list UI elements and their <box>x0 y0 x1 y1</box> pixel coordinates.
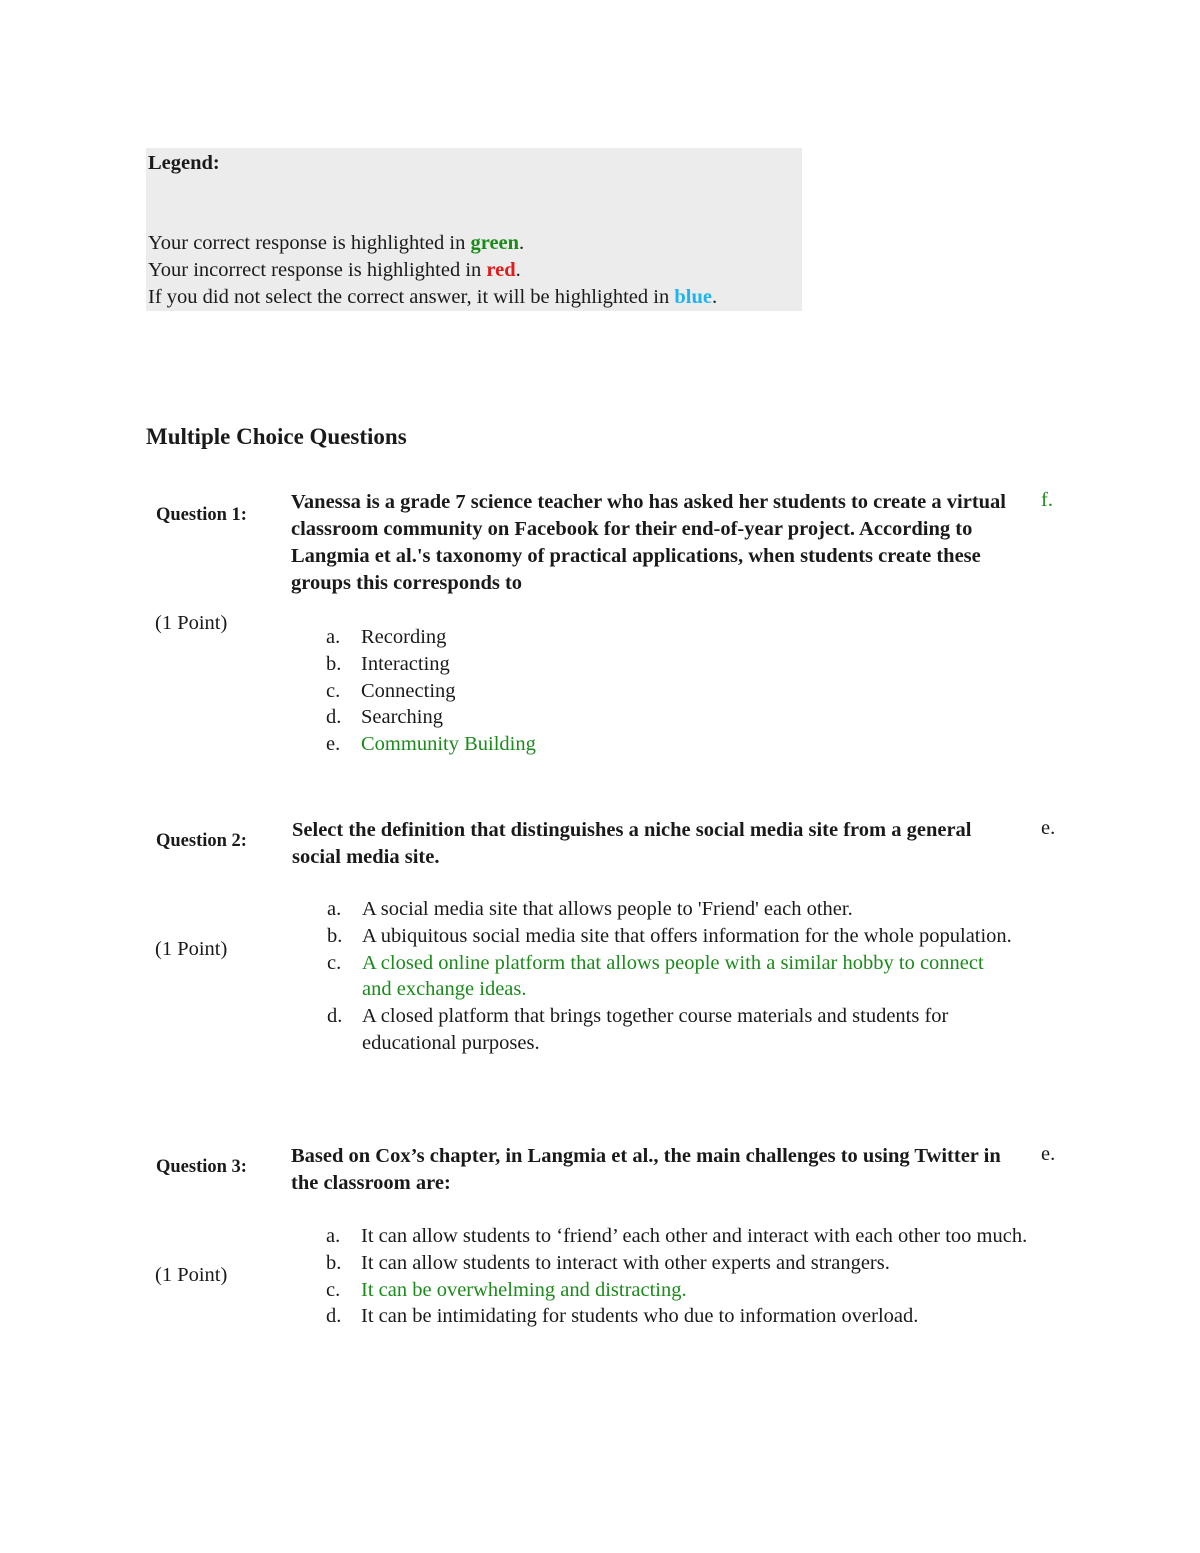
question-points: (1 Point) <box>155 938 228 960</box>
legend-red-word: red <box>486 259 516 281</box>
question-text: Based on Cox’s chapter, in Langmia et al., the main challenges to using Twitter in the classroom are: <box>291 1145 1001 1194</box>
option-list <box>327 896 1015 1057</box>
option-text: It can be intimidating for students who due to information overload. <box>361 1305 919 1328</box>
question-label: Question 2: <box>156 831 247 851</box>
option-e-correct[interactable] <box>326 731 1026 758</box>
option-text: It can allow students to interact with other experts and strangers. <box>361 1251 890 1274</box>
legend-text: Your correct response is highlighted in <box>148 232 471 254</box>
option-c-correct[interactable] <box>327 950 1015 1004</box>
question-answer: e. <box>1041 817 1056 839</box>
option-letter: e. <box>326 733 341 756</box>
legend-text: If you did not select the correct answer, it will be highlighted in <box>148 286 675 308</box>
question-text: Select the definition that distinguishes a niche social media site from a general social media site. <box>292 819 972 868</box>
option-text: Interacting <box>361 652 450 675</box>
option-letter: c. <box>326 1278 341 1301</box>
option-letter: d. <box>327 1005 343 1028</box>
option-letter: c. <box>327 951 342 974</box>
option-c-correct[interactable] <box>326 1277 1032 1304</box>
question-text: Vanessa is a grade 7 science teacher who has asked her students to create a virtual classroom community on Facebook for their end-of-year project. According to Langmia et al.'s taxonomy of practical applications, when students create these groups this corresponds to <box>291 491 1006 594</box>
option-text: Connecting <box>361 679 456 702</box>
legend-box <box>146 148 802 311</box>
section-title: Multiple Choice Questions <box>146 424 407 449</box>
option-letter: d. <box>326 706 342 729</box>
legend-green-word: green <box>470 232 520 254</box>
option-text: Searching <box>361 706 443 729</box>
legend-text: . <box>711 286 718 308</box>
option-b[interactable] <box>326 1250 1032 1277</box>
legend-text: Your incorrect response is highlighted in <box>148 259 487 281</box>
question-label: Question 1: <box>156 505 247 525</box>
question-label: Question 3: <box>156 1157 247 1177</box>
question-points: (1 Point) <box>155 1264 228 1286</box>
legend-title: Legend: <box>148 152 220 174</box>
option-list <box>326 624 1026 758</box>
option-letter: b. <box>326 1251 342 1274</box>
option-text: It can be overwhelming and distracting. <box>361 1278 687 1301</box>
option-letter: a. <box>326 1225 341 1247</box>
legend-lines <box>148 230 717 311</box>
legend-line-incorrect <box>148 257 717 284</box>
option-b[interactable] <box>326 651 1026 678</box>
option-letter: b. <box>326 652 342 675</box>
legend-text: . <box>515 259 521 281</box>
option-d[interactable] <box>326 704 1026 731</box>
option-a[interactable] <box>326 1223 1032 1250</box>
legend-line-missed <box>148 284 717 311</box>
option-text: A ubiquitous social media site that offers information for the whole population. <box>362 924 1012 947</box>
legend-line-correct <box>148 230 717 257</box>
option-a[interactable] <box>327 896 1015 923</box>
option-d[interactable] <box>326 1303 1032 1330</box>
option-text: A closed online platform that allows people with a similar hobby to connect and exchange ideas. <box>362 951 984 1001</box>
option-text: Recording <box>361 626 447 648</box>
option-letter: c. <box>326 679 341 702</box>
option-letter: d. <box>326 1305 342 1328</box>
option-text: A closed platform that brings together course materials and students for educational purposes. <box>362 1005 949 1054</box>
option-d[interactable] <box>327 1003 1015 1057</box>
option-c[interactable] <box>326 678 1026 705</box>
legend-blue-word: blue <box>674 286 712 308</box>
option-text: A social media site that allows people to 'Friend' each other. <box>362 898 853 920</box>
option-b[interactable] <box>327 923 1015 950</box>
option-letter: b. <box>327 924 343 947</box>
question-answer: e. <box>1041 1143 1056 1165</box>
option-letter: a. <box>326 626 341 648</box>
option-text: Community Building <box>361 733 536 756</box>
question-answer: f. <box>1041 489 1053 511</box>
question-points: (1 Point) <box>155 612 228 634</box>
legend-text: . <box>519 232 525 254</box>
option-letter: a. <box>327 898 342 920</box>
option-text: It can allow students to ‘friend’ each other and interact with each other too much. <box>361 1225 1028 1247</box>
option-a[interactable] <box>326 624 1026 651</box>
option-list <box>326 1223 1032 1330</box>
